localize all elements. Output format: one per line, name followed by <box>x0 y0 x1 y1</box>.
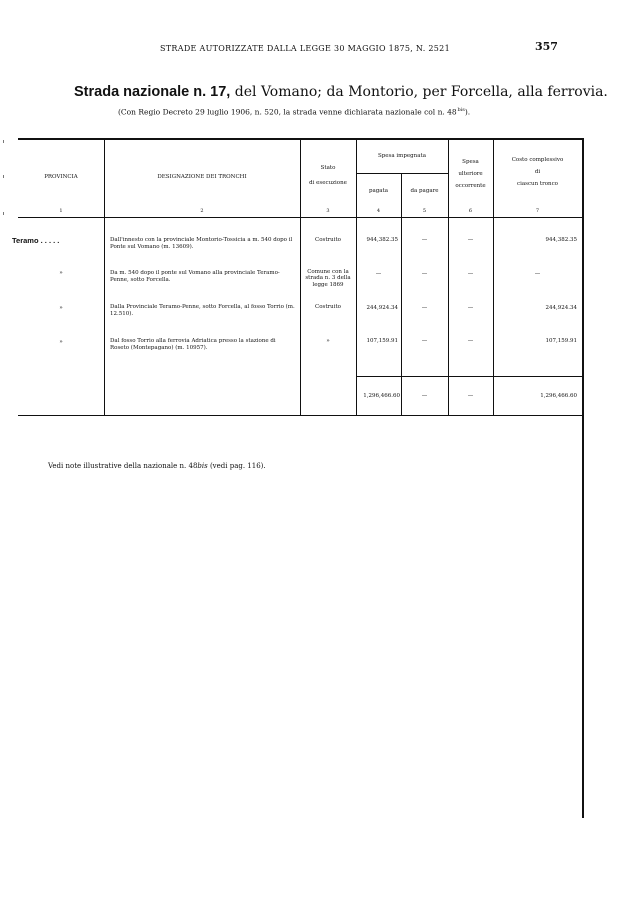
total-ulteriore: — <box>467 393 474 399</box>
totals-rule <box>356 376 582 377</box>
header-spesa-ulteriore-3: occorrente <box>455 182 486 189</box>
colnum-7: 7 <box>535 208 540 214</box>
header-stato <box>300 164 356 188</box>
row-designazione: Da m. 540 dopo il ponte sul Vomano alla provinciale Teramo-Penne, sotto Forcella. <box>110 270 280 284</box>
title-bold: Strada nazionale n. 17, <box>74 84 231 100</box>
row-provincia: » <box>59 270 63 276</box>
margin-mark <box>3 140 7 143</box>
header-pagata: pagata <box>368 188 389 194</box>
running-head: STRADE AUTORIZZATE DALLA LEGGE 30 MAGGIO 1875, N. 2521 <box>160 44 450 53</box>
margin-mark <box>3 212 7 215</box>
header-da-pagare: da pagare <box>410 188 439 194</box>
title-rest: del Vomano; da Montorio, per Forcella, alla ferrovia. <box>230 84 608 100</box>
header-costo <box>493 156 582 188</box>
margin-mark <box>3 175 7 178</box>
page-subtitle <box>118 107 518 117</box>
header-spesa-ulteriore <box>448 158 493 190</box>
row-designazione: Dall'innesto con la provinciale Montorio-Tossicia a m. 540 dopo il Ponte sul Vomano (m. 13609). <box>110 237 293 251</box>
page-number: 357 <box>535 40 558 53</box>
header-costo-3: ciascun tronco <box>517 180 558 187</box>
row-costo: 944,382.35 <box>545 237 577 243</box>
row-ulteriore: — <box>467 305 474 311</box>
header-spesa-impegnata: Spesa impegnata <box>378 153 426 159</box>
header-costo-1: Costo complessivo <box>511 157 564 163</box>
header-stato-1: Stato <box>320 165 336 171</box>
row-stato: Costruito <box>314 304 341 310</box>
row-costo: — <box>534 271 541 277</box>
footnote <box>48 462 266 470</box>
header-rule <box>18 217 582 218</box>
footnote-post: (vedi pag. 116). <box>207 462 266 470</box>
row-da-pagare: — <box>421 237 428 243</box>
total-pagata: 1,296,466.60 <box>363 393 400 399</box>
row-provincia: » <box>59 339 63 345</box>
colnum-2: 2 <box>200 208 204 214</box>
row-ulteriore: — <box>467 271 474 277</box>
row-stato: Comune con la strada n. 3 della legge 1869 <box>305 269 351 288</box>
colnum-4: 4 <box>376 208 381 214</box>
colnum-1: 1 <box>59 208 63 214</box>
row-costo: 107,159.91 <box>545 338 577 344</box>
header-spesa-ulteriore-1: Spesa <box>462 159 479 165</box>
row-da-pagare: — <box>421 305 428 311</box>
row-pagata: 107,159.91 <box>366 338 398 344</box>
total-costo: 1,296,466.60 <box>540 393 577 399</box>
row-pagata: 944,382.35 <box>366 237 398 243</box>
header-subrule <box>356 173 448 174</box>
roads-table <box>12 138 584 416</box>
footnote-italic: bis <box>197 462 208 470</box>
row-provincia: » <box>59 305 63 311</box>
row-stato: Costruito <box>314 237 341 243</box>
subtitle-text: (Con Regio Decreto 29 luglio 1906, n. 520, la strada venne dichiarata nazionale col n. 48 <box>118 107 457 117</box>
header-designazione: DESIGNAZIONE DEI TRONCHI <box>157 174 247 180</box>
subtitle-sup: bis <box>457 107 465 113</box>
subtitle-end: ). <box>464 107 471 117</box>
header-spesa-ulteriore-2: ulteriore <box>458 170 483 177</box>
page-title <box>74 84 608 100</box>
row-designazione: Dal fosso Torrio alla ferrovia Adriatica presso la stazione di Roseto (Montepagano) (m. 10957). <box>110 338 276 352</box>
total-da-pagare: — <box>421 393 428 399</box>
colnum-5: 5 <box>422 208 427 214</box>
row-stato: » <box>326 338 330 344</box>
row-da-pagare: — <box>421 338 428 344</box>
header-provincia: PROVINCIA <box>44 174 78 180</box>
row-ulteriore: — <box>467 338 474 344</box>
row-pagata: — <box>375 271 382 277</box>
row-da-pagare: — <box>421 271 428 277</box>
row-provincia: Teramo . . . . . <box>12 236 60 245</box>
footnote-pre: Vedi note illustrative della nazionale n. 48 <box>48 462 198 470</box>
colnum-3: 3 <box>326 208 330 214</box>
header-stato-2: di esecuzione <box>309 179 347 186</box>
row-designazione: Dalla Provinciale Teramo-Penne, sotto Forcella, al fosso Torrio (m. 12.510). <box>110 304 295 318</box>
row-costo: 244,924.34 <box>545 305 577 311</box>
header-costo-2: di <box>534 168 541 175</box>
row-pagata: 244,924.34 <box>366 305 398 311</box>
colnum-6: 6 <box>468 208 473 214</box>
row-ulteriore: — <box>467 237 474 243</box>
